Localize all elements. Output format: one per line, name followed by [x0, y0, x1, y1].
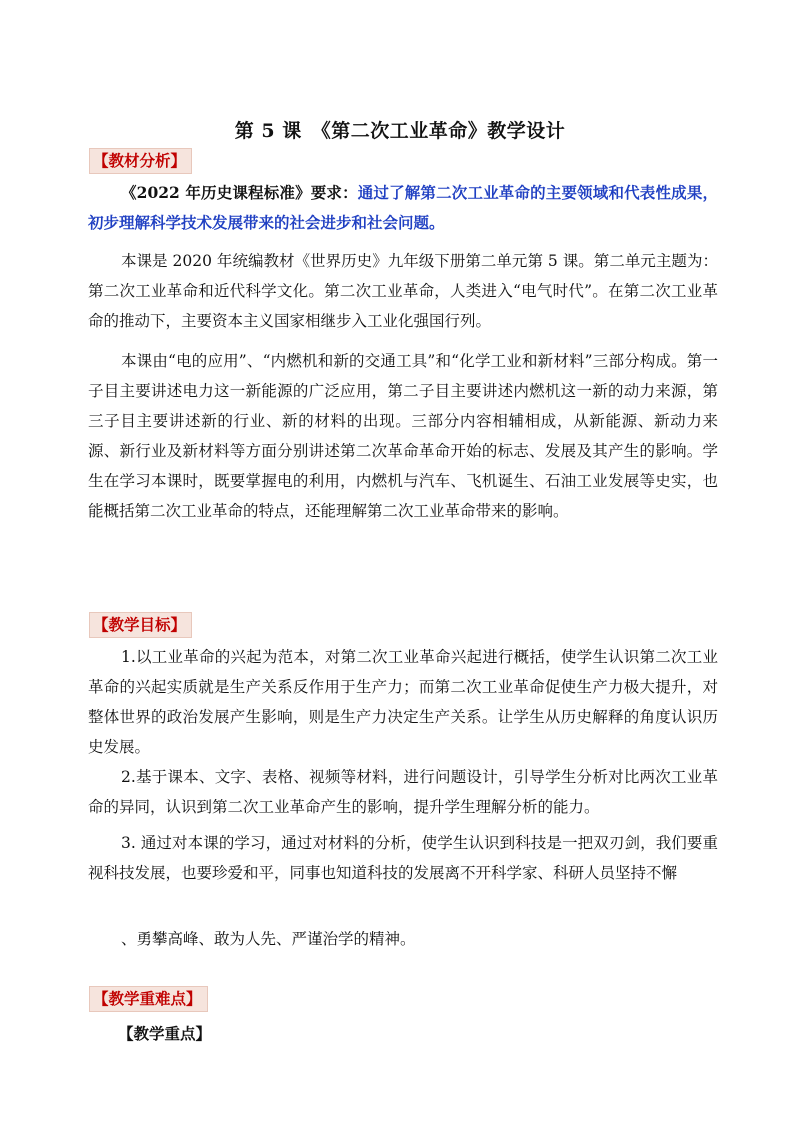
section-tag-objectives: 【教学目标】 [89, 612, 192, 638]
section-tag-analysis: 【教材分析】 [89, 148, 192, 174]
sub-heading-key-points: 【教学重点】 [118, 1024, 212, 1043]
standard-requirement: 通过了解第二次工业革命的主要领域和代表性成果，初步理解科学技术发展带来的社会进步和社会问题。 [88, 183, 718, 232]
objective-3: 3. 通过对本课的学习，通过对材料的分析，使学生认识到科技是一把双刃剑，我们要重视科技发展，也要珍爱和平，同事也知道科技的发展离不开科学家、科研人员坚持不懈 [88, 834, 718, 882]
analysis-paragraph-2: 本课由“电的应用”、“内燃机和新的交通工具”和“化学工业和新材料”三部分构成。第一子目主要讲述电力这一新能源的广泛应用，第二子目主要讲述内燃机这一新的动力来源，第三子目主要讲述新的行业、新的材料的出现。三部分内容相辅相成，从新能源、新动力来源、新行业及新材料等方面分别讲述第二次革命革命开始的标志、发展及其产生的影响。学生在学习本课时，既要掌握电的利用，内燃机与汽车、飞机诞生、石油工业发展等史实，也能概括第二次工业革命的特点，还能理解第二次工业革命带来的影响。 [88, 352, 718, 520]
objective-2: 2.基于课本、文字、表格、视频等材料，进行问题设计，引导学生分析对比两次工业革命的异同，认识到第二次工业革命产生的影响，提升学生理解分析的能力。 [88, 768, 718, 816]
analysis-paragraph-1: 本课是 2020 年统编教材《世界历史》九年级下册第二单元第 5 课。第二单元主题为：第二次工业革命和近代科学文化。第二次工业革命，人类进入“电气时代”。在第二次工业革命的推动下，主要资本主义国家相继步入工业化强国行列。 [88, 252, 718, 330]
page-title: 第 5 课 《第二次工业革命》教学设计 [234, 120, 566, 142]
section-tag-key-points: 【教学重难点】 [89, 986, 208, 1012]
objective-1: 1.以工业革命的兴起为范本，对第二次工业革命兴起进行概括，使学生认识第二次工业革命的兴起实质就是生产关系反作用于生产力；而第二次工业革命促使生产力极大提升，对整体世界的政治发展产生影响，则是生产力决定生产关系。让学生从历史解释的角度认识历史发展。 [88, 648, 718, 756]
curriculum-standard [88, 178, 718, 238]
standard-label: 《2022 年历史课程标准》要求： [121, 183, 358, 202]
objective-3-continued: 、勇攀高峰、敢为人先、严谨治学的精神。 [121, 930, 416, 948]
